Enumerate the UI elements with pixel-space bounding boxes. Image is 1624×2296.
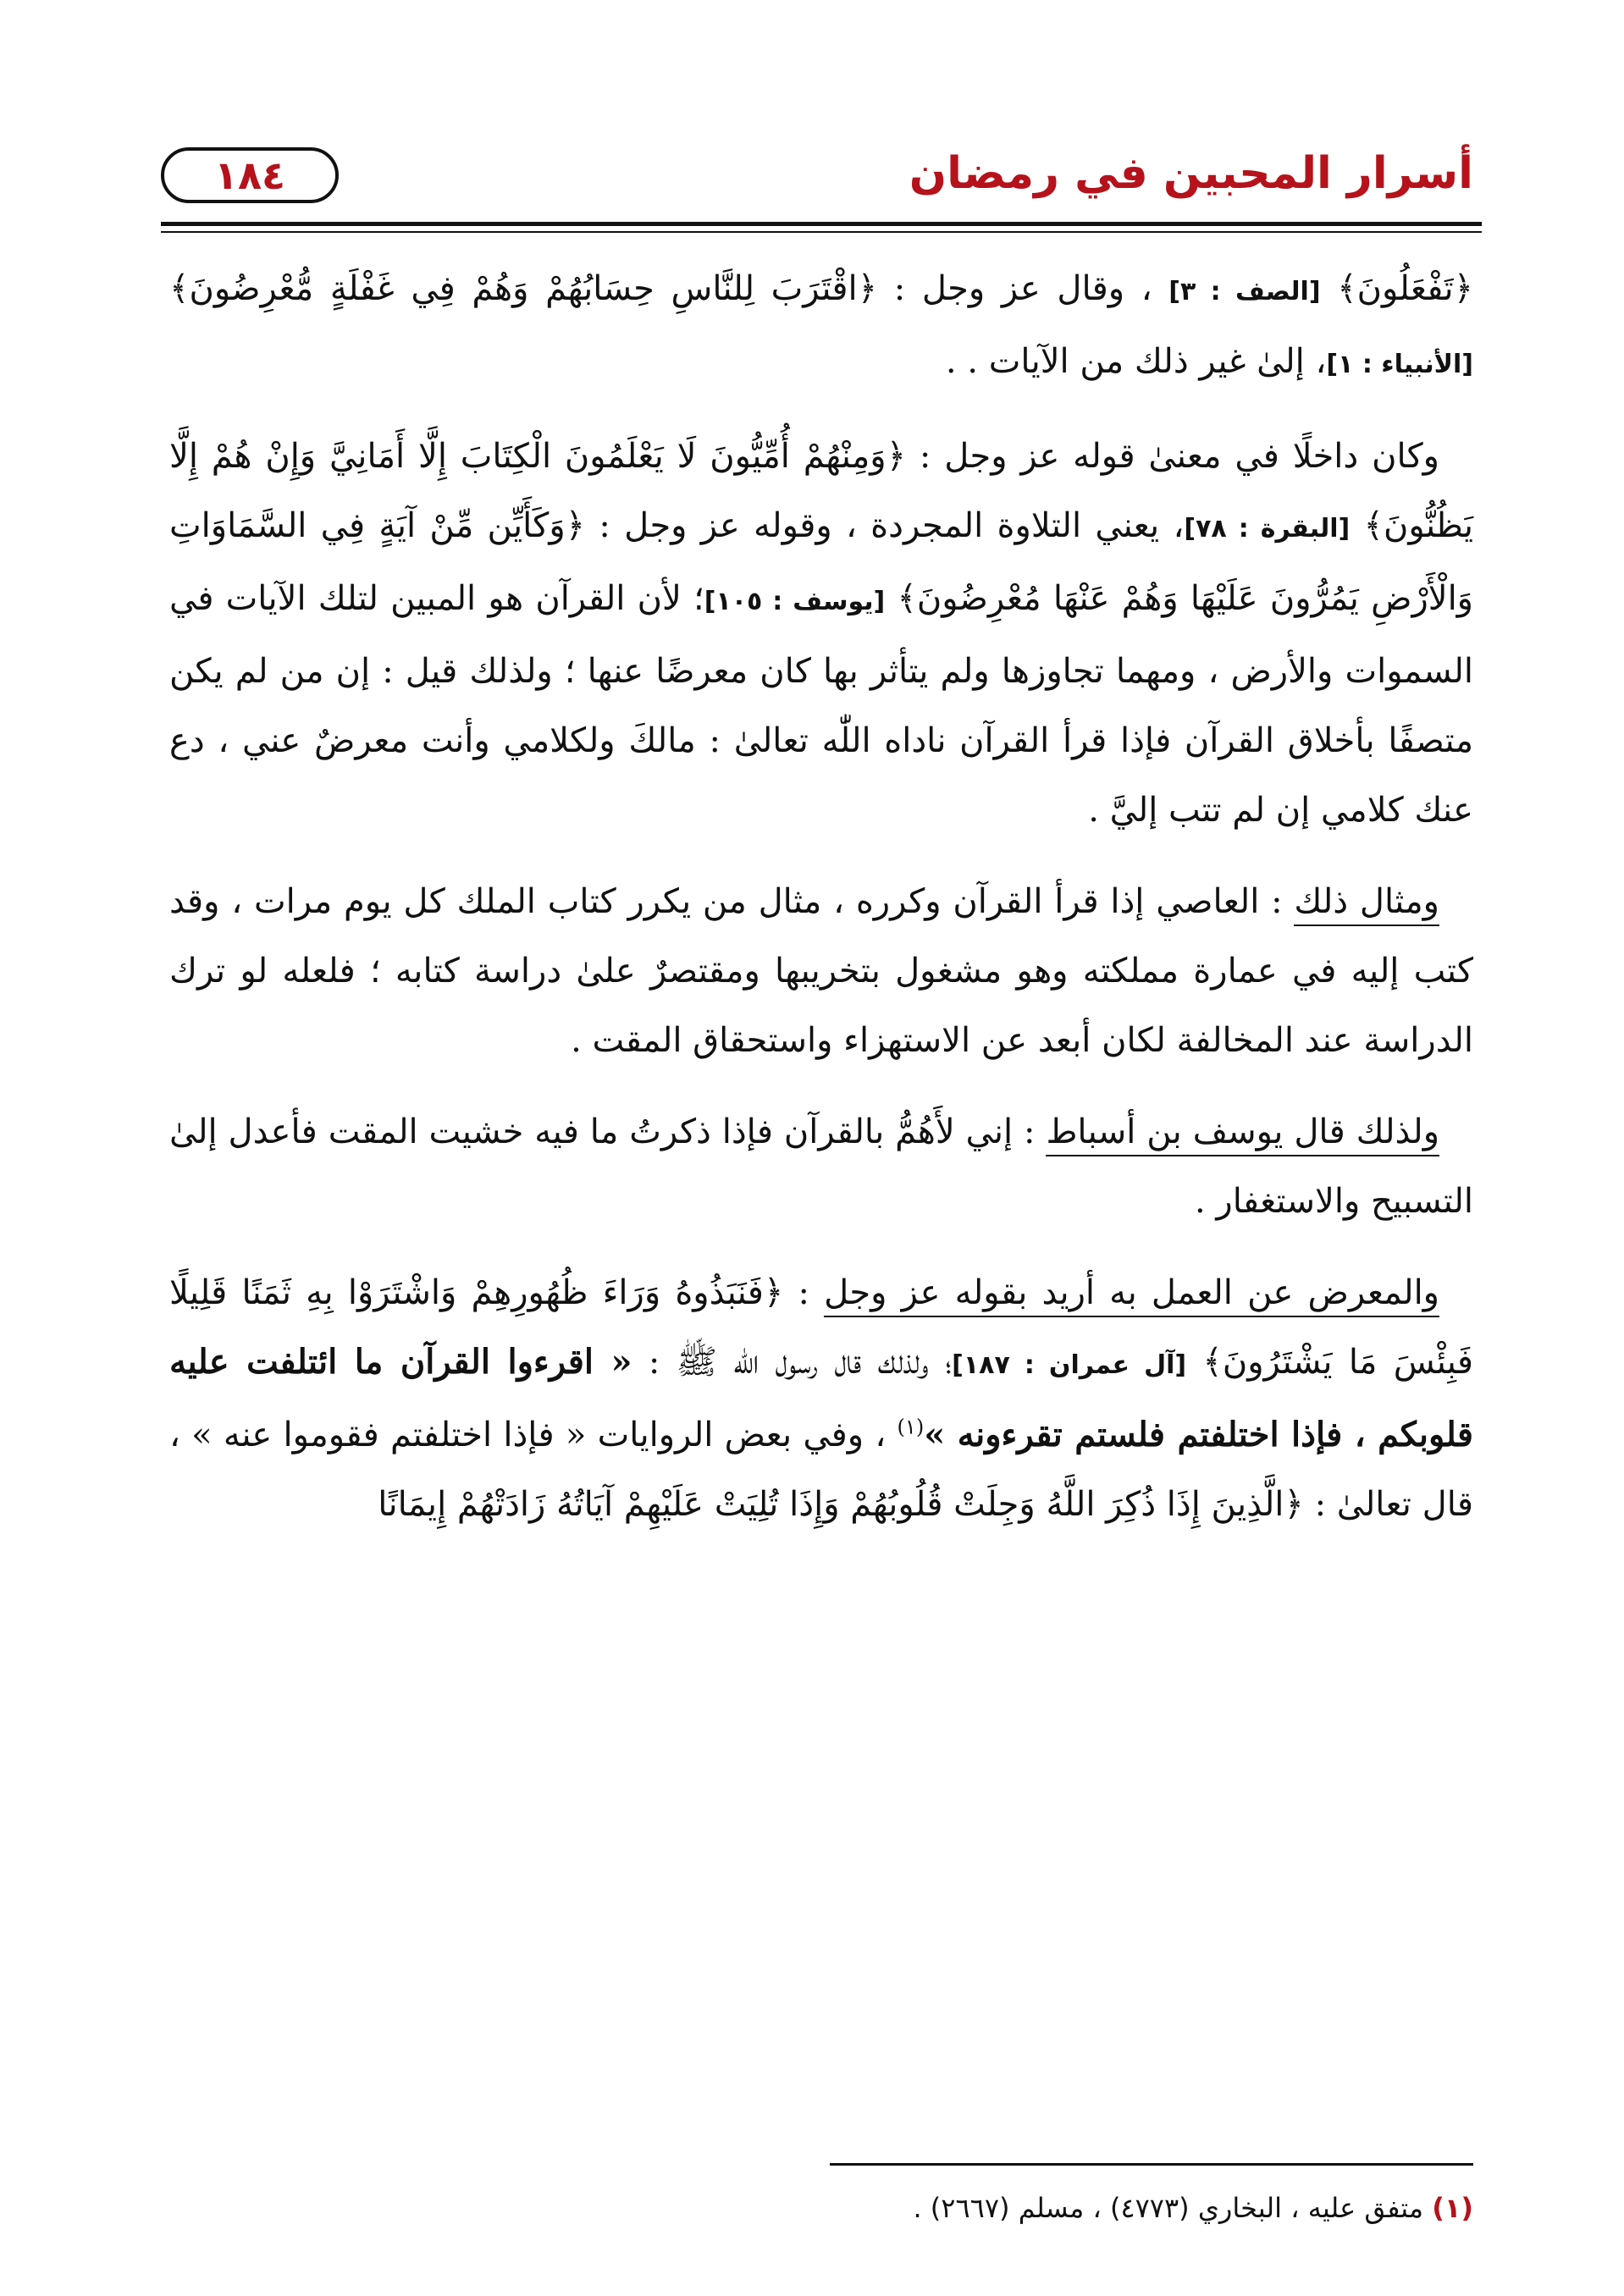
paragraph-text: :	[798, 1273, 809, 1312]
paragraph-2	[169, 422, 1473, 845]
paragraph-4	[169, 1097, 1473, 1236]
verse-reference: [يوسف : ١٠٥]	[704, 587, 886, 616]
verse-reference: [البقرة : ٧٨]	[1184, 514, 1351, 544]
paragraph-text: ؛ لأن القرآن هو المبين لتلك الآيات في السموات والأرض ، ومهما تجاوزها ولم يتأثر بها كان معرضًا عنها ؛ ولذلك قيل : إن من لم يكن متصفًا بأخلاق القرآن فإذا قرأ القرآن ناداه اللّٰه تعالىٰ : مالكَ ولكلامي وأنت معرضٌ عني ، دع عنك كلامي إن لم تتب إليَّ .	[169, 579, 1473, 830]
header-rule	[161, 222, 1482, 226]
verse-reference: [الأنبياء : ١]	[1326, 350, 1473, 379]
paragraph-text: ، يعني التلاوة المجردة ، وقوله عز وجل :	[599, 506, 1185, 545]
footnote	[169, 2184, 1473, 2232]
underlined-lead: ومثال ذلك	[1294, 882, 1439, 926]
paragraph-5	[169, 1258, 1473, 1539]
footnote-rule	[830, 2163, 1473, 2166]
paragraph-text: ، وقال عز وجل :	[893, 269, 1152, 308]
paragraph-text: : إني لأَهُمُّ بالقرآن فإذا ذكرتُ ما فيه خشيت المقت فأعدل إلىٰ التسبيح والاستغفار .	[169, 1112, 1473, 1221]
paragraph-3	[169, 867, 1473, 1075]
page-number: ١٨٤	[213, 152, 286, 198]
main-text	[169, 254, 1473, 1561]
verse-reference: [آل عمران : ١٨٧]	[952, 1350, 1187, 1380]
underlined-lead: والمعرض عن العمل به أريد بقوله عز وجل	[824, 1273, 1439, 1317]
quran-verse: ﴿فَنَبَذُوهُ وَرَاءَ ظُهُورِهِمْ وَاشْتَرَوْا بِهِ ثَمَنًا قَلِيلًا فَبِئْسَ مَا يَشْتَرُونَ﴾	[169, 1273, 1474, 1382]
quran-verse: ﴿الَّذِينَ إِذَا ذُكِرَ اللَّهُ وَجِلَتْ قُلُوبُهُمْ وَإِذَا تُلِيَتْ عَلَيْهِمْ آيَاتُهُ زَادَتْهُمْ إِيمَانًا	[378, 1485, 1304, 1524]
footnote-number: (١)	[1432, 2192, 1473, 2224]
footnote-marker[interactable]: (١)	[897, 1415, 925, 1439]
hadith-quote: « اقرءوا القرآن ما ائتلفت عليه قلوبكم ، فإذا اختلفتم فلستم تقرءونه »	[169, 1342, 1473, 1454]
paragraph-text: ؛ ولذلك قال رسول اللّٰه ﷺ :	[648, 1343, 953, 1382]
paragraph-text: ، إلىٰ غير ذلك من الآيات . .	[945, 342, 1327, 381]
verse-reference: [الصف : ٣]	[1168, 277, 1321, 306]
quran-verse: ﴿وَمِنْهُمْ أُمِّيُّونَ لَا يَعْلَمُونَ الْكِتَابَ إِلَّا أَمَانِيَّ وَإِنْ هُمْ إِلَّا يَظُنُّونَ﴾	[169, 437, 1473, 545]
paragraph-text: ، وفي بعض الروايات « فإذا اختلفتم فقوموا عنه » ، قال تعالىٰ :	[169, 1416, 1473, 1524]
header-rule-thin	[161, 231, 1482, 233]
book-title: أسرار المحبين في رمضان	[909, 148, 1473, 199]
paragraph-text: وكان داخلًا في معنىٰ قوله عز وجل :	[919, 437, 1439, 476]
quran-verse: ﴿وَكَأَيِّن مِّنْ آيَةٍ فِي السَّمَاوَاتِ وَالْأَرْضِ يَمُرُّونَ عَلَيْهَا وَهُمْ عَنْهَا مُعْرِضُونَ﴾	[169, 506, 1473, 618]
quran-verse: ﴿تَفْعَلُونَ﴾	[1337, 269, 1474, 308]
underlined-lead: ولذلك قال يوسف بن أسباط	[1046, 1112, 1439, 1156]
quran-verse: ﴿اقْتَرَبَ لِلنَّاسِ حِسَابُهُمْ وَهُمْ فِي غَفْلَةٍ مُّعْرِضُونَ﴾	[169, 269, 878, 308]
paragraph-1	[169, 254, 1473, 400]
page-number-badge	[161, 147, 339, 203]
footnote-text: متفق عليه ، البخاري (٤٧٧٣) ، مسلم (٢٦٦٧) .	[913, 2192, 1424, 2224]
page-header	[161, 135, 1473, 229]
paragraph-text: : العاصي إذا قرأ القرآن وكرره ، مثال من يكرر كتاب الملك كل يوم مرات ، وقد كتب إليه في عمارة مملكته وهو مشغول بتخريبها ومقتصرٌ علىٰ دراسة كتابه ؛ فلعله لو ترك الدراسة عند المخالفة لكان أبعد عن الاستهزاء واستحقاق المقت .	[169, 882, 1473, 1060]
